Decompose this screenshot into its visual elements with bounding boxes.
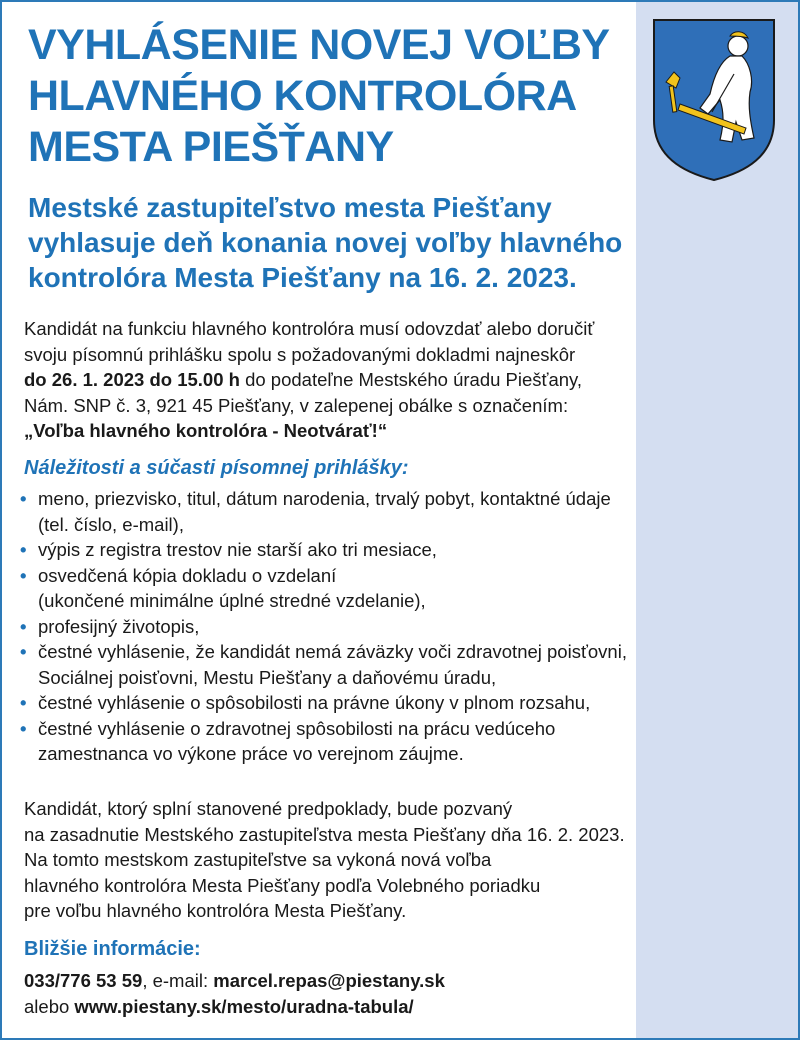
bullet-icon: • xyxy=(20,539,27,560)
bullet-icon: • xyxy=(20,488,27,509)
contact-line-1 xyxy=(24,968,764,994)
intro-line-3-rest: do podateľne Mestského úradu Piešťany, xyxy=(239,369,583,390)
closing-line-1: Kandidát, ktorý splní stanovené predpoklady, bude pozvaný xyxy=(24,798,513,819)
list-item-line-1: meno, priezvisko, titul, dátum narodenia, trvalý pobyt, kontaktné údaje xyxy=(38,488,611,509)
phone-number: 033/776 53 59 xyxy=(24,970,143,991)
requirements-heading: Náležitosti a súčasti písomnej prihlášky: xyxy=(24,457,409,479)
web-prefix: alebo xyxy=(24,995,75,1017)
contact-heading: Bližšie informácie: xyxy=(24,938,201,960)
title-line-2: HLAVNÉHO KONTROLÓRA xyxy=(28,72,577,120)
intro-line-3 xyxy=(24,367,764,393)
list-item-line-2: (ukončené minimálne úplné stredné vzdelanie), xyxy=(38,590,426,611)
closing-line-5: pre voľbu hlavného kontrolóra Mesta Piešťany. xyxy=(24,900,407,921)
subtitle-line-1: Mestské zastupiteľstvo mesta Piešťany xyxy=(28,192,552,223)
list-item xyxy=(18,639,778,690)
bullet-icon: • xyxy=(20,692,27,713)
title-line-1: VYHLÁSENIE NOVEJ VOĽBY xyxy=(28,21,610,69)
deadline: do 26. 1. 2023 do 15.00 h xyxy=(24,369,240,390)
envelope-label: „Voľba hlavného kontrolóra - Neotvárať!“ xyxy=(24,420,388,441)
intro-paragraph xyxy=(24,316,764,444)
bullet-icon: • xyxy=(20,641,27,662)
list-item-line-1: čestné vyhlásenie o spôsobilosti na právne úkony v plnom rozsahu, xyxy=(38,692,591,713)
list-item-line-2: zamestnanca vo výkone práce vo verejnom záujme. xyxy=(38,743,464,764)
bullet-icon: • xyxy=(20,615,27,637)
website-link[interactable]: www.piestany.sk/mesto/uradna-tabula/ xyxy=(74,995,414,1017)
page-title xyxy=(28,20,628,173)
closing-line-3: Na tomto mestskom zastupiteľstve sa vykoná nová voľba xyxy=(24,849,492,870)
subtitle-line-3: kontrolóra Mesta Piešťany na 16. 2. 2023. xyxy=(28,262,577,293)
closing-line-2: na zasadnutie Mestského zastupiteľstva mesta Piešťany dňa 16. 2. 2023. xyxy=(24,823,625,845)
city-coat-of-arms-icon xyxy=(650,16,778,184)
subtitle xyxy=(28,190,728,295)
list-item xyxy=(18,614,778,640)
list-item-line-1: profesijný životopis, xyxy=(38,615,200,637)
list-item-line-1: osvedčená kópia dokladu o vzdelaní xyxy=(38,564,337,586)
list-item-line-2: Sociálnej poisťovni, Mestu Piešťany a daňovému úradu, xyxy=(38,666,497,688)
list-item-line-1: výpis z registra trestov nie starší ako tri mesiace, xyxy=(38,539,437,560)
closing-line-4: hlavného kontrolóra Mesta Piešťany podľa Volebného poriadku xyxy=(24,874,541,896)
title-line-3: MESTA PIEŠŤANY xyxy=(28,123,394,171)
list-item xyxy=(18,690,778,716)
bullet-icon: • xyxy=(20,564,27,586)
contact-line-2 xyxy=(24,994,764,1020)
list-item xyxy=(18,716,778,767)
requirements-list xyxy=(18,486,778,767)
email-prefix: , e-mail: xyxy=(142,970,214,991)
intro-line-4: Nám. SNP č. 3, 921 45 Piešťany, v zalepenej obálke s označením: xyxy=(24,394,569,416)
bullet-icon: • xyxy=(20,717,27,739)
subtitle-line-2: vyhlasuje deň konania novej voľby hlavného xyxy=(28,227,623,258)
contact-block xyxy=(24,968,764,1019)
list-item xyxy=(18,563,778,614)
closing-paragraph xyxy=(24,796,764,924)
list-item xyxy=(18,537,778,563)
intro-line-2: svoju písomnú prihlášku spolu s požadovanými dokladmi najneskôr xyxy=(24,343,576,365)
list-item-line-1: čestné vyhlásenie o zdravotnej spôsobilosti na prácu vedúceho xyxy=(38,717,556,739)
list-item-line-2: (tel. číslo, e-mail), xyxy=(38,513,184,535)
list-item-line-1: čestné vyhlásenie, že kandidát nemá záväzky voči zdravotnej poisťovni, xyxy=(38,641,627,662)
list-item xyxy=(18,486,778,537)
email-link[interactable]: marcel.repas@piestany.sk xyxy=(213,970,445,991)
intro-line-1: Kandidát na funkciu hlavného kontrolóra musí odovzdať alebo doručiť xyxy=(24,318,595,339)
